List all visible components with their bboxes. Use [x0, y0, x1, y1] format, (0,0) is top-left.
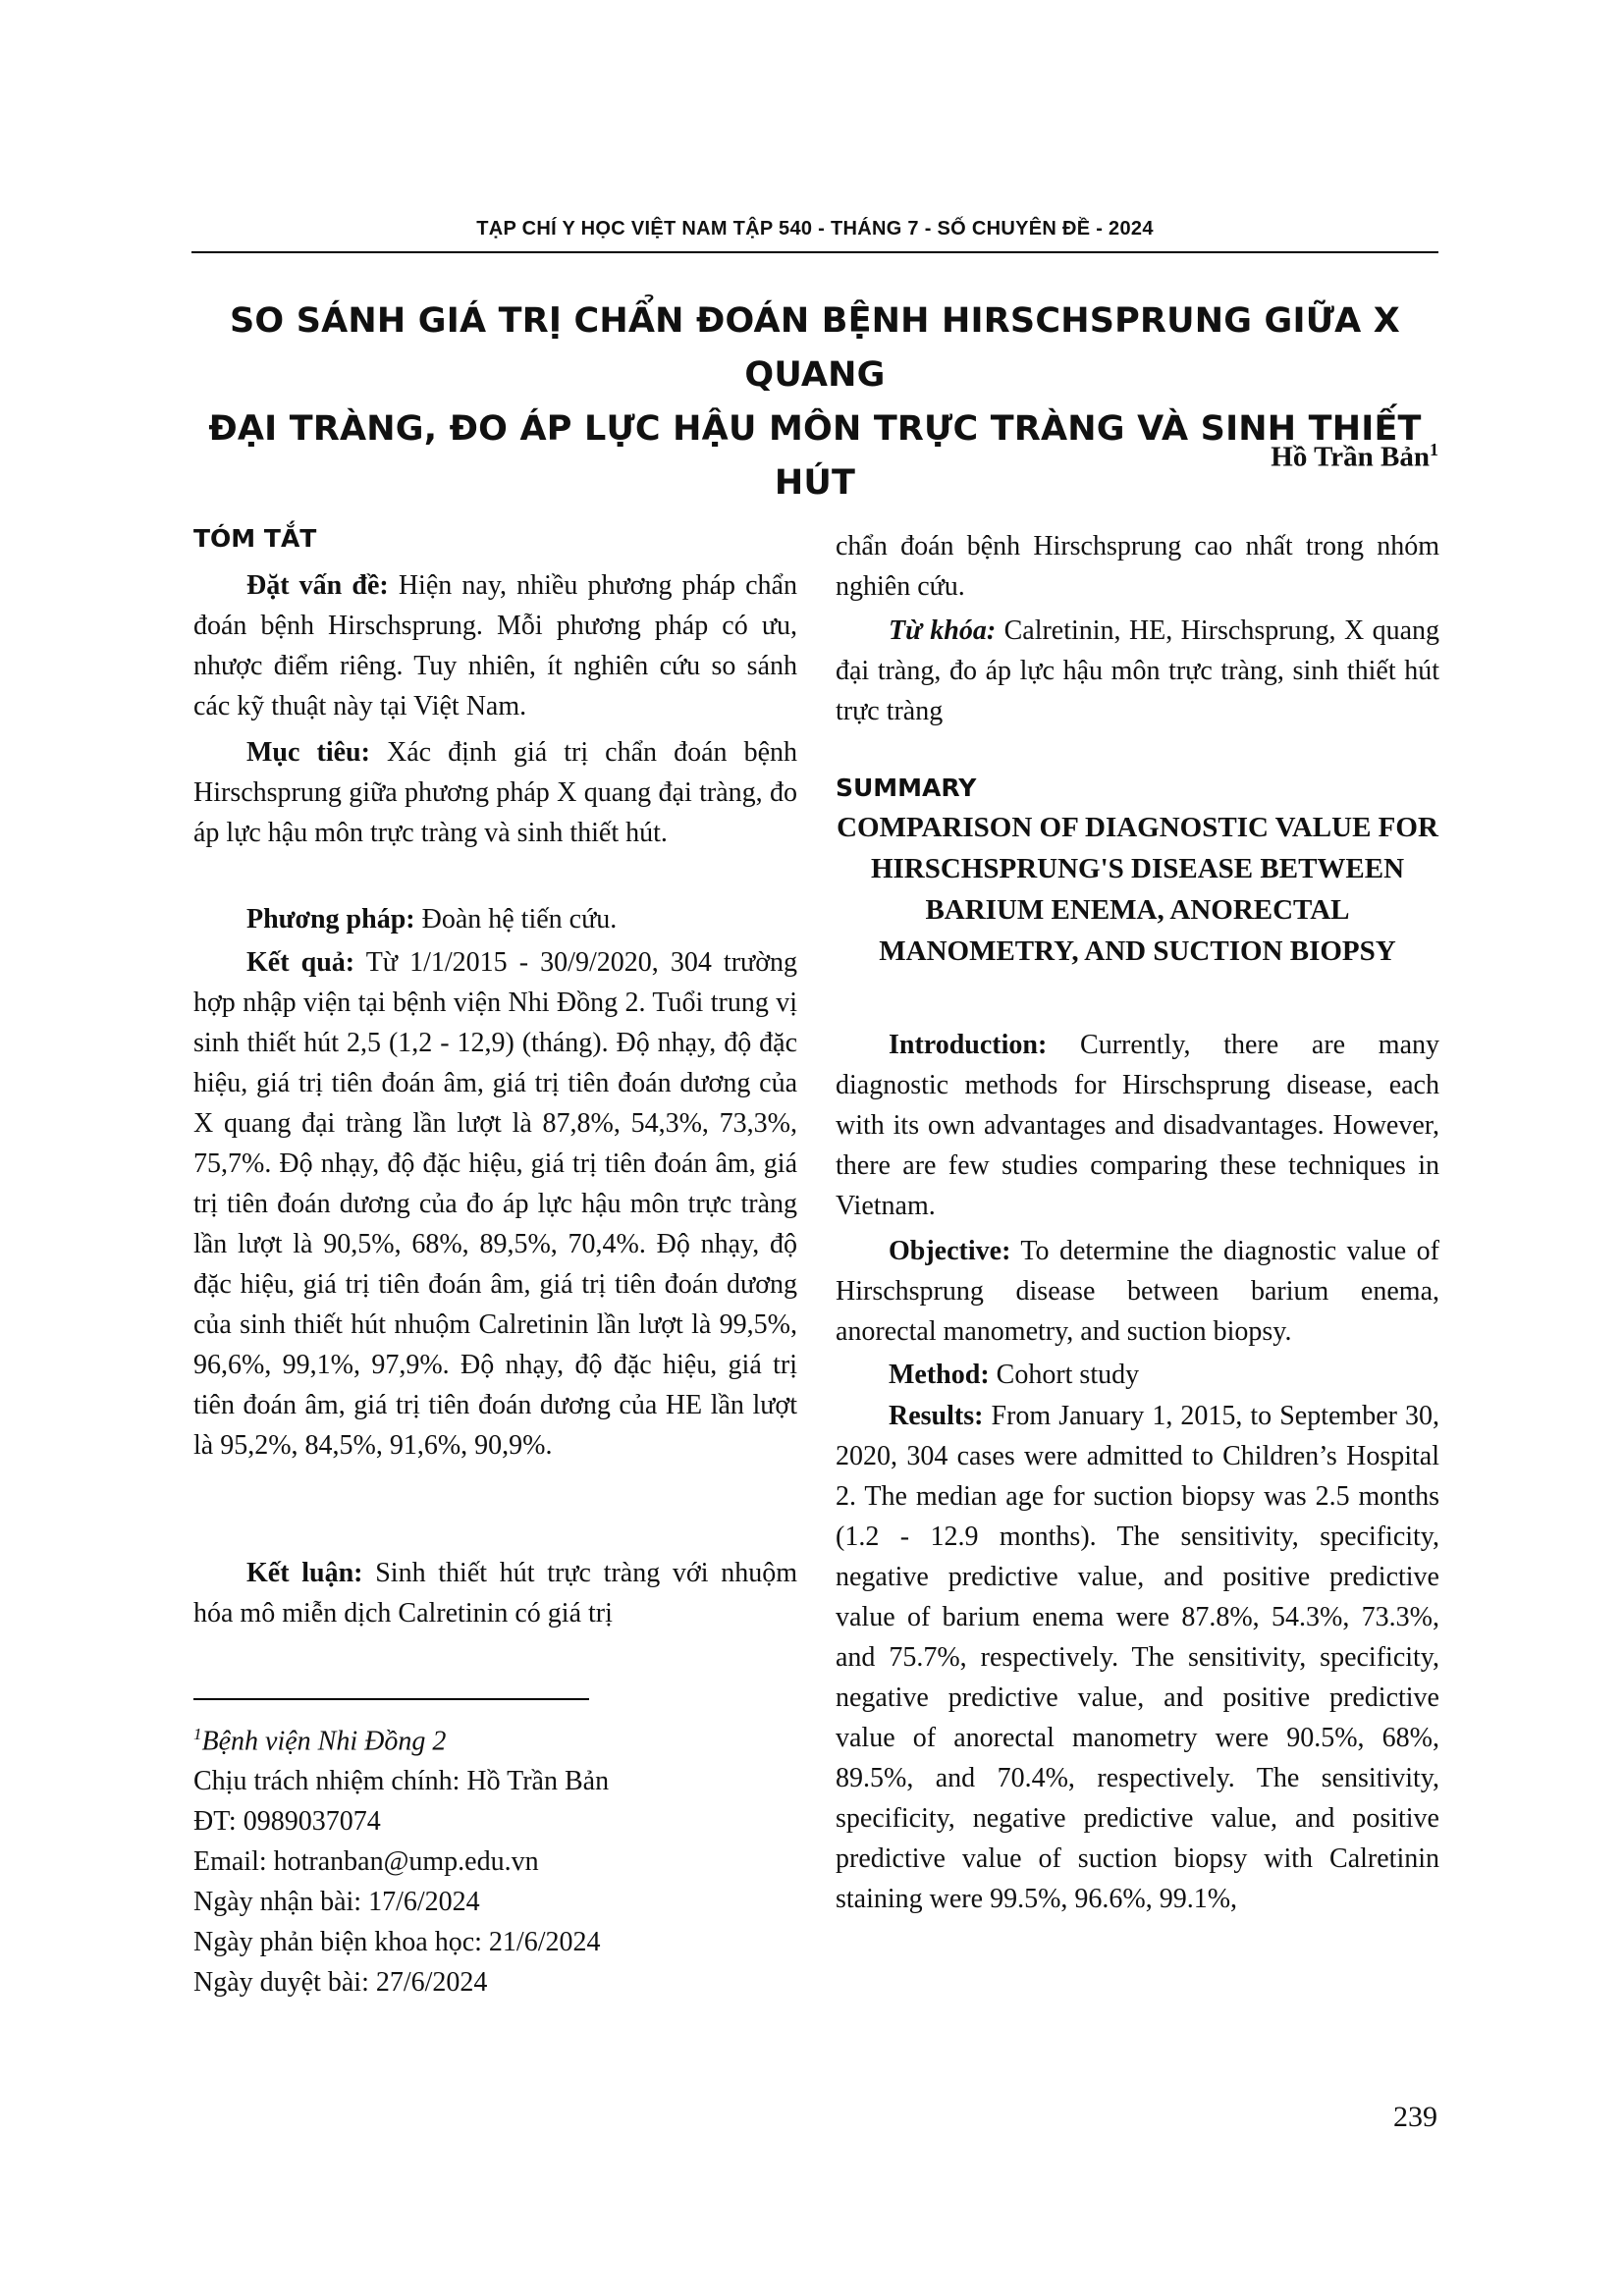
page-number: 239 [1393, 2101, 1437, 2133]
footnotes [193, 1714, 797, 2002]
footnote-received: Ngày nhận bài: 17/6/2024 [193, 1887, 480, 1918]
article-title [191, 294, 1438, 510]
vn-conclusion [193, 1553, 797, 1633]
title-line-1: SO SÁNH GIÁ TRỊ CHẨN ĐOÁN BỆNH HIRSCHSPRUNG GIỮA X QUANG [229, 301, 1400, 395]
vn-abstract-heading: TÓM TẮT [193, 524, 317, 553]
en-introduction [836, 1025, 1439, 1226]
vn-keywords-label: Từ khóa: [889, 615, 997, 646]
footnote-reviewed: Ngày phản biện khoa học: 21/6/2024 [193, 1927, 601, 1958]
vn-results-label: Kết quả: [246, 947, 355, 978]
en-objective-text: To determine the diagnostic value of Hirschsprung disease between barium enema, anorectal manometry, and suction biopsy. [836, 1236, 1439, 1347]
header-rule [191, 251, 1438, 253]
vn-introduction-label: Đặt vấn đề: [246, 570, 389, 601]
en-summary-heading: SUMMARY [836, 774, 977, 802]
vn-results-text: Từ 1/1/2015 - 30/9/2020, 304 trường hợp nhập viện tại bệnh viện Nhi Đồng 2. Tuổi trung vị sinh thiết hút 2,5 (1,2 - 12,9) (tháng). Độ nhạy, độ đặc hiệu, giá trị tiên đoán âm, giá trị tiên đoán dương của X quang đại tràng lần lượt là 87,8%, 54,3%, 73,3%, 75,7%. Độ nhạy, độ đặc hiệu, giá trị tiên đoán âm, giá trị tiên đoán dương của đo áp lực hậu môn trực tràng lần lượt là 90,5%, 68%, 89,5%, 70,4%. Độ nhạy, độ đặc hiệu, giá trị tiên đoán âm, giá trị tiên đoán dương của sinh thiết hút nhuộm Calretinin lần lượt là 99,5%, 96,6%, 99,1%, 97,9%. Độ nhạy, độ đặc hiệu, giá trị tiên đoán âm, giá trị tiên đoán dương của HE lần lượt là 95,2%, 84,5%, 91,6%, 90,9%. [193, 947, 797, 1461]
vn-results [193, 942, 797, 1466]
en-introduction-text: Currently, there are many diagnostic methods for Hirschsprung disease, each with its own advantages and disadvantages. However, there are few studies comparing these techniques in Vietnam. [836, 1030, 1439, 1221]
en-title: COMPARISON OF DIAGNOSTIC VALUE FOR HIRSCHSPRUNG'S DISEASE BETWEEN BARIUM ENEMA, ANORECTAL MANOMETRY, AND SUCTION BIOPSY [837, 812, 1438, 967]
vn-introduction-text: Hiện nay, nhiều phương pháp chẩn đoán bệnh Hirschsprung. Mỗi phương pháp có ưu, nhược điểm riêng. Tuy nhiên, ít nghiên cứu so sánh các kỹ thuật này tại Việt Nam. [193, 570, 797, 721]
en-objective [836, 1231, 1439, 1352]
vn-conclusion-label: Kết luận: [246, 1558, 363, 1588]
vn-introduction [193, 565, 797, 726]
author-name: Hồ Trần Bản [1271, 441, 1430, 473]
en-method [836, 1355, 1439, 1395]
vn-method-text: Đoàn hệ tiến cứu. [414, 904, 618, 934]
vn-objective-label: Mục tiêu: [246, 737, 370, 768]
footnote-affiliation [193, 1714, 797, 1761]
vn-method-label: Phương pháp: [246, 904, 415, 934]
author-affiliation-mark: 1 [1430, 440, 1438, 459]
en-introduction-label: Introduction: [889, 1030, 1048, 1060]
footnote-affiliation-mark: 1 [193, 1725, 202, 1743]
en-method-text: Cohort study [989, 1360, 1140, 1390]
title-line-2: ĐẠI TRÀNG, ĐO ÁP LỰC HẬU MÔN TRỰC TRÀNG VÀ SINH THIẾT HÚT [208, 409, 1422, 503]
footnote-rule [193, 1698, 589, 1700]
vn-conclusion-continued: chẩn đoán bệnh Hirschsprung cao nhất trong nhóm nghiên cứu. [836, 531, 1439, 602]
en-results-label: Results: [889, 1401, 984, 1431]
en-results-text: From January 1, 2015, to September 30, 2020, 304 cases were admitted to Children’s Hospital 2. The median age for suction biopsy was 2.5 months (1.2 - 12.9 months). The sensitivity, specificity, negative predictive value, and positive predictive value of barium enema were 87.8%, 54.3%, 73.3%, and 75.7%, respectively. The sensitivity, specificity, negative predictive value, and positive predictive value of anorectal manometry were 90.5%, 68%, 89.5%, and 70.4%, respectively. The sensitivity, specificity, negative predictive value, and positive predictive value of suction biopsy with Calretinin staining were 99.5%, 96.6%, 99.1%, [836, 1401, 1439, 1914]
vn-conclusion-text: Sinh thiết hút trực tràng với nhuộm hóa mô miễn dịch Calretinin có giá trị [193, 1558, 798, 1629]
vn-objective [193, 732, 797, 853]
footnote-corresponding: Chịu trách nhiệm chính: Hồ Trần Bản [193, 1766, 610, 1797]
footnote-affiliation-text: Bệnh viện Nhi Đồng 2 [201, 1726, 447, 1757]
en-objective-label: Objective: [889, 1236, 1011, 1266]
en-results [836, 1396, 1439, 1919]
vn-objective-text: Xác định giá trị chẩn đoán bệnh Hirschsprung giữa phương pháp X quang đại tràng, đo áp lực hậu môn trực tràng và sinh thiết hút. [193, 737, 798, 848]
en-method-label: Method: [889, 1360, 990, 1390]
vn-keywords [836, 611, 1439, 731]
footnote-email: Email: hotranban@ump.edu.vn [193, 1846, 539, 1878]
journal-header: TẠP CHÍ Y HỌC VIỆT NAM TẬP 540 - THÁNG 7 - SỐ CHUYÊN ĐỀ - 2024 [476, 218, 1154, 240]
author [1271, 440, 1438, 474]
vn-method [193, 899, 797, 939]
footnote-accepted: Ngày duyệt bài: 27/6/2024 [193, 1967, 488, 1999]
vn-keywords-text: Calretinin, HE, Hirschsprung, X quang đại tràng, đo áp lực hậu môn trực tràng, sinh thiết hút trực tràng [836, 615, 1439, 726]
footnote-phone: ĐT: 0989037074 [193, 1806, 381, 1838]
